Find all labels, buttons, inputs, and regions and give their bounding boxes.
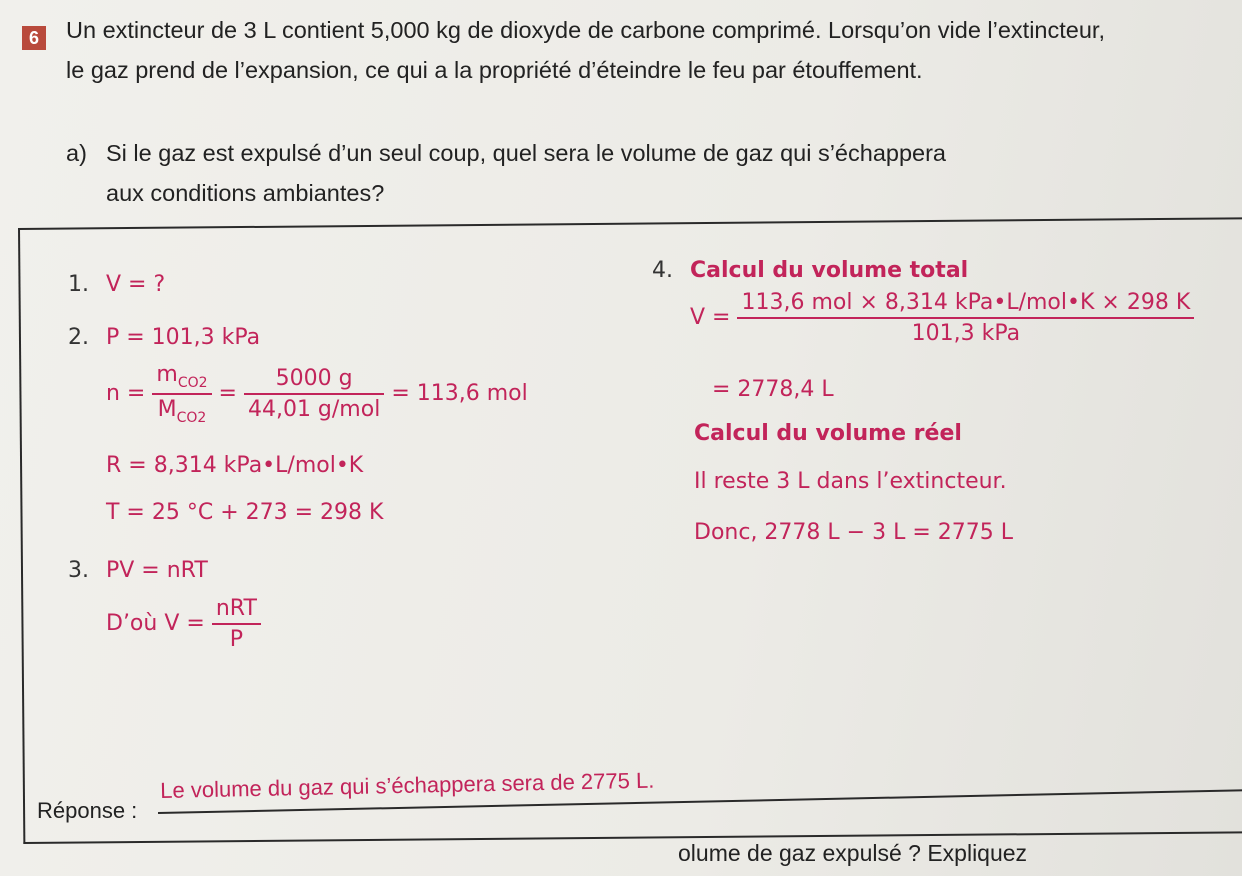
numeric-fraction (244, 366, 384, 422)
mass-subscript: CO2 (177, 375, 208, 391)
next-question-fragment: olume de gaz expulsé ? Expliquez (678, 840, 1028, 866)
ideal-gas-law: PV = nRT (106, 558, 208, 583)
question-text: Un extincteur de 3 L contient 5,000 kg de dioxyde de carbone comprimé. Lorsqu’on vide l’extincteur, le gaz prend de l’expansion, ce qui a la propriété d’éteindre le feu par étouffement. (66, 17, 1105, 83)
temperature: T = 25 °C + 273 = 298 K (106, 500, 384, 525)
sub-question-text: Si le gaz est expulsé d’un seul coup, quel sera le volume de gaz qui s’échappera aux conditions ambiantes? (106, 140, 946, 206)
real-volume-line-2: Donc, 2778 L − 3 L = 2775 L (694, 520, 1013, 545)
question-number-badge: 6 (22, 26, 46, 50)
moles-lhs: n = (106, 381, 146, 406)
total-volume-result: = 2778,4 L (712, 377, 834, 402)
volume-formula-numerator: nRT (215, 596, 257, 621)
answer-label: Réponse : (37, 798, 138, 823)
molar-ratio-fraction (152, 362, 211, 426)
answer-text: Le volume du gaz qui s’échappera sera de 2775 L. (160, 767, 655, 803)
step-4-number: 4. (652, 258, 673, 283)
total-volume-fraction (737, 290, 1194, 346)
mass-value: 5000 g (275, 366, 353, 391)
total-volume-numerator: 113,6 mol × 8,314 kPa•L/mol•K × 298 K (741, 290, 1191, 315)
pressure-value: P = 101,3 kPa (106, 325, 261, 350)
total-volume-equation (690, 290, 1194, 346)
total-volume-lhs: V = (690, 305, 731, 330)
volume-formula (106, 596, 261, 652)
step-1-number: 1. (68, 272, 89, 297)
volume-formula-fraction (212, 596, 261, 652)
volume-formula-denominator: P (212, 623, 261, 652)
mass-symbol: m (156, 362, 178, 387)
total-volume-denominator: 101,3 kPa (737, 317, 1194, 346)
step-3-number: 3. (68, 558, 89, 583)
molar-mass-value: 44,01 g/mol (244, 393, 384, 422)
molar-mass-subscript: CO2 (176, 410, 207, 426)
gas-constant: R = 8,314 kPa•L/mol•K (106, 453, 364, 478)
sub-question-label: a) (66, 140, 87, 166)
sub-question (66, 133, 986, 213)
step-4-title: Calcul du volume total (690, 258, 969, 283)
molar-mass-symbol: M (157, 397, 177, 422)
real-volume-line-1: Il reste 3 L dans l’extincteur. (694, 469, 1007, 494)
moles-equation (106, 362, 528, 426)
step-1-text: V = ? (106, 272, 166, 297)
volume-formula-lhs: D’où V = (106, 611, 205, 636)
real-volume-title: Calcul du volume réel (694, 421, 962, 446)
equals-sign: = (218, 381, 237, 406)
step-2-number: 2. (68, 325, 89, 350)
moles-result: = 113,6 mol (391, 381, 528, 406)
